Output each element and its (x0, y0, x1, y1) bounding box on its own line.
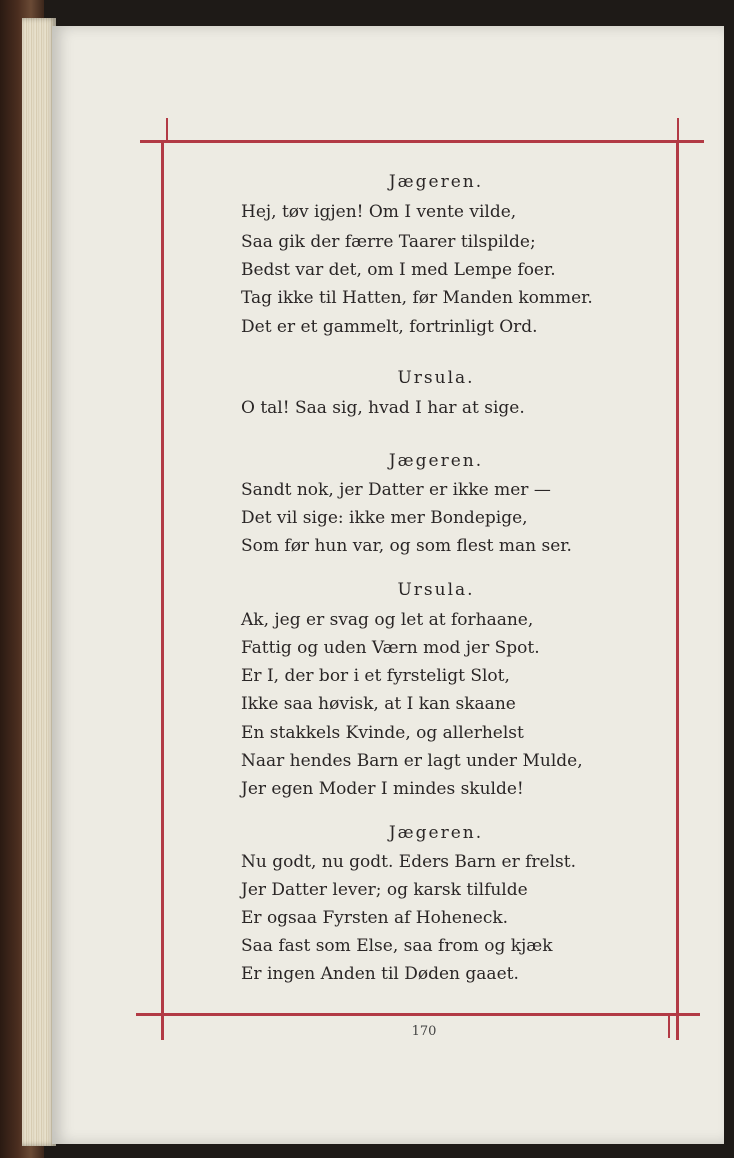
verse-line: Saa fast som Else, saa from og kjæk (241, 936, 553, 956)
border-bottom-rule (136, 1013, 700, 1016)
speaker-heading: Jægeren. (388, 172, 484, 192)
verse-line: Sandt nok, jer Datter er ikke mer — (241, 480, 551, 500)
verse-line: Ikke saa høvisk, at I kan skaane (241, 694, 516, 714)
verse-line: Som før hun var, og som flest man ser. (241, 536, 572, 556)
speaker-heading: Ursula. (397, 368, 475, 388)
verse-line: Naar hendes Barn er lagt under Mulde, (241, 751, 583, 771)
verse-line: Er ingen Anden til Døden gaaet. (241, 964, 519, 984)
verse-line: Saa gik der færre Taarer tilspilde; (241, 232, 536, 252)
verse-line: Det vil sige: ikke mer Bondepige, (241, 508, 528, 528)
verse-line: Tag ikke til Hatten, før Manden kommer. (241, 288, 593, 308)
speaker-heading: Jægeren. (388, 823, 484, 843)
verse-line: Jer egen Moder I mindes skulde! (241, 779, 524, 799)
verse-line: Fattig og uden Værn mod jer Spot. (241, 638, 540, 658)
page-stack-edge (22, 18, 56, 1146)
border-right-rule (676, 140, 679, 1040)
speaker-heading: Ursula. (397, 580, 475, 600)
verse-line: Det er et gammelt, fortrinligt Ord. (241, 317, 538, 337)
verse-line: Er ogsaa Fyrsten af Hoheneck. (241, 908, 509, 928)
border-left-rule (161, 140, 164, 1040)
verse-line: Nu godt, nu godt. Eders Barn er frelst. (241, 852, 576, 872)
border-top-tick-left (166, 118, 168, 142)
verse-line: Bedst var det, om I med Lempe foer. (241, 260, 556, 280)
verse-line: Jer Datter lever; og karsk tilfulde (241, 880, 528, 900)
border-top-tick-right (677, 118, 679, 142)
speaker-heading: Jægeren. (388, 451, 484, 471)
border-bottom-tick-right (668, 1016, 670, 1038)
verse-line: En stakkels Kvinde, og allerhelst (241, 723, 524, 743)
verse-line: Er I, der bor i et fyrsteligt Slot, (241, 666, 510, 686)
page-number: 170 (411, 1024, 437, 1039)
border-top-rule (140, 140, 704, 143)
verse-line: O tal! Saa sig, hvad I har at sige. (241, 398, 525, 418)
verse-line: Hej, tøv igjen! Om I vente vilde, (241, 202, 517, 222)
verse-line: Ak, jeg er svag og let at forhaane, (241, 610, 534, 630)
